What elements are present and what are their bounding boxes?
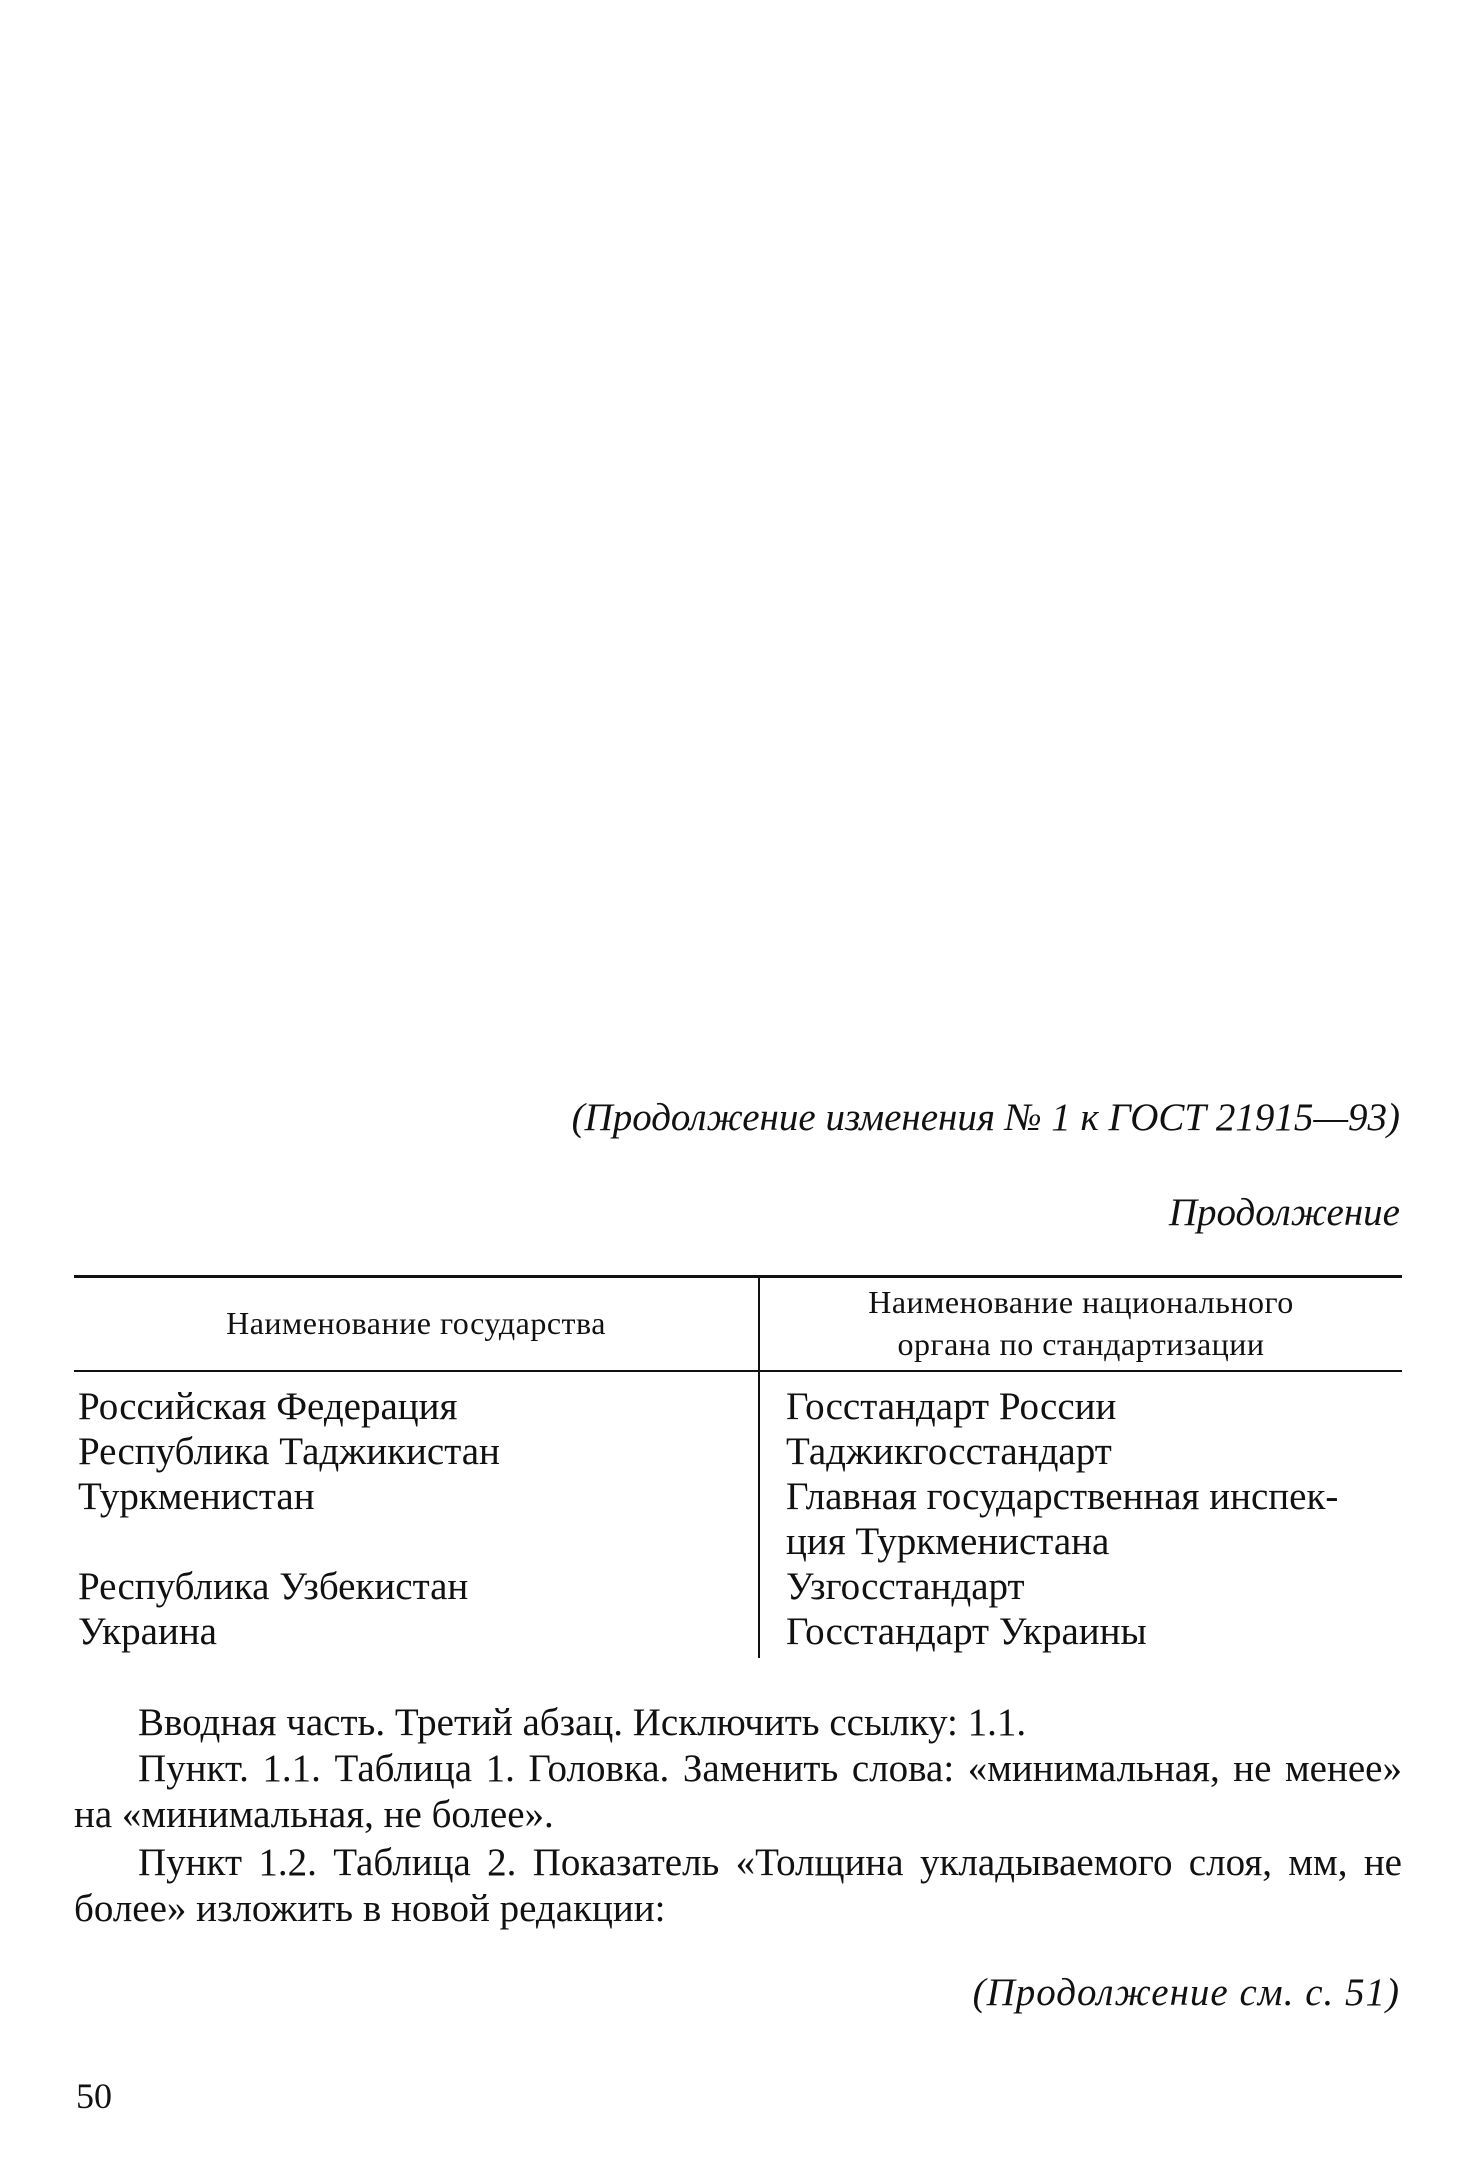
- table-cell-body: Госстандарт Украины: [786, 1610, 1147, 1653]
- table-cell-body: Узгосстандарт: [786, 1565, 1025, 1608]
- paragraph-intro: Вводная часть. Третий абзац. Исключить ссылку: 1.1.: [138, 1701, 1027, 1744]
- table-cell-state: Российская Федерация: [78, 1385, 458, 1428]
- table-cell-body: ция Туркменистана: [786, 1520, 1110, 1563]
- column-header-line: Наименование национального: [868, 1283, 1294, 1320]
- table-cell-state: Республика Таджикистан: [78, 1430, 500, 1473]
- footer-continuation: (Продолжение см. с. 51): [972, 1971, 1400, 2014]
- column-header-line: органа по стандартизации: [897, 1325, 1265, 1362]
- paragraph-item-1-1: Пункт. 1.1. Таблица 1. Головка. Заменить слова: «минимальная, не менее» на «минимальная, не более».: [74, 1747, 1402, 1836]
- table-cell-state: Украина: [78, 1610, 217, 1653]
- amendment-header: (Продолжение изменения № 1 к ГОСТ 21915—93): [571, 1096, 1400, 1139]
- table-cell-body: Главная государственная инспек-: [786, 1475, 1339, 1518]
- paragraph-item-1-2: Пункт 1.2. Таблица 2. Показатель «Толщина укладываемого слоя, мм, не более» изложить в новой редакции:: [74, 1841, 1402, 1930]
- page-number: 50: [76, 2076, 112, 2116]
- table-cell-state: Туркменистан: [78, 1475, 315, 1518]
- column-header-state: Наименование государства: [226, 1304, 606, 1341]
- table-cell-body: Таджикгосстандарт: [786, 1430, 1112, 1473]
- column-header-standards-body: [760, 1275, 1402, 1370]
- table-cell-body: Госстандарт России: [786, 1385, 1117, 1428]
- continuation-label: Продолжение: [1168, 1191, 1400, 1234]
- table-cell-state: Республика Узбекистан: [78, 1565, 469, 1608]
- table-header-rule: [74, 1370, 1402, 1372]
